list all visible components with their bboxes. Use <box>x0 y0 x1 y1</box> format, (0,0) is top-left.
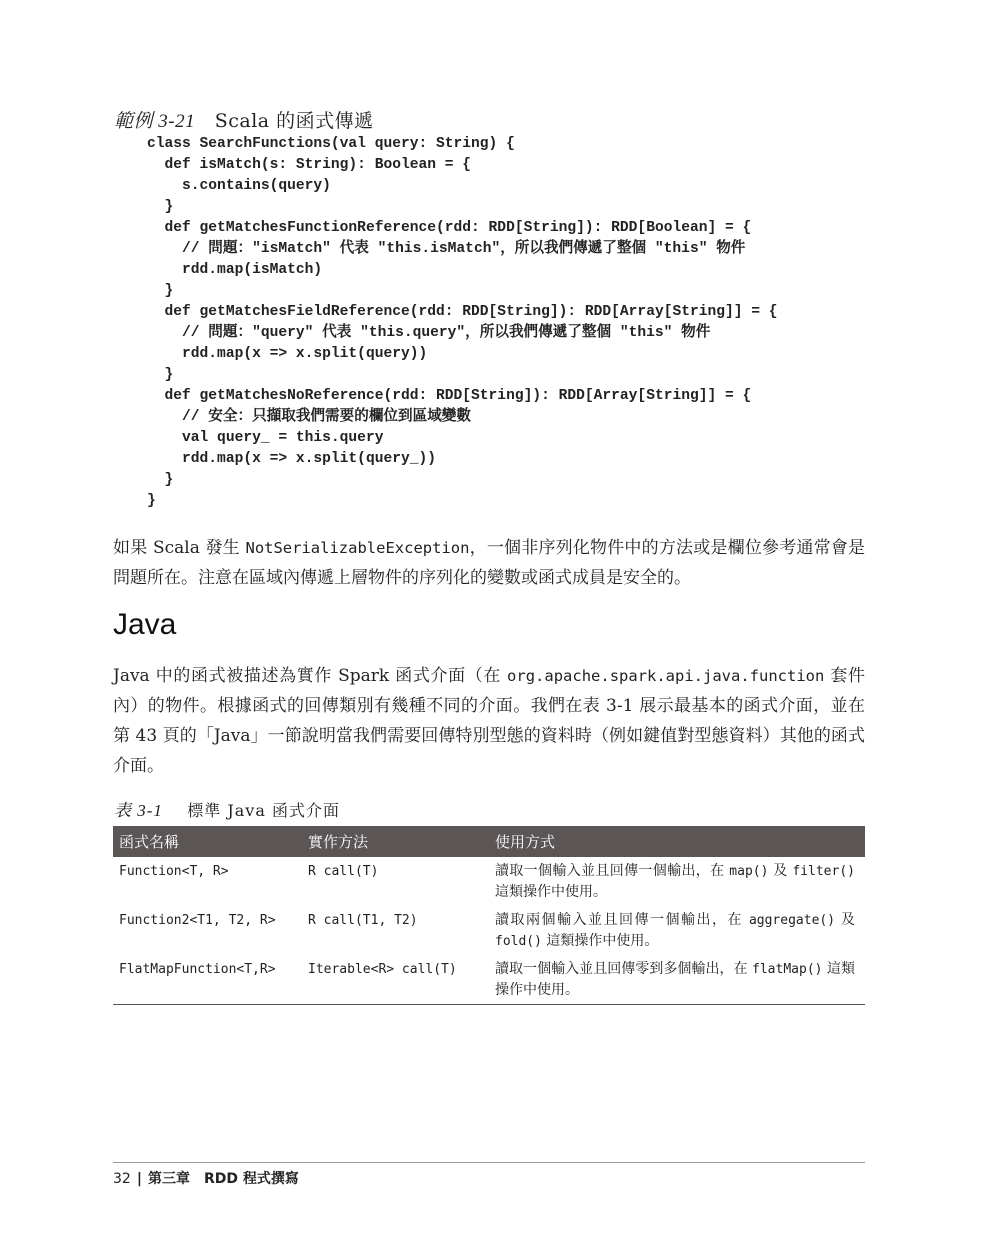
column-header: 函式名稱 <box>113 826 302 857</box>
usage-text: 讀取一個輸入並且回傳零到多個輸出，在 <box>495 961 753 977</box>
example-number: 範例 3-21 <box>114 111 196 132</box>
function-name-cell: Function2<T1, T2, R> <box>119 913 276 928</box>
method-cell: R call(T1, T2) <box>308 913 418 928</box>
usage-text: 讀取兩個輸入並且回傳一個輸出，在 <box>495 912 749 928</box>
usage-code: aggregate() <box>748 913 836 928</box>
paragraph-text: ，一個非序列化物件中的方法或是欄位參考通常會是問題所在。注意在區域內傳遞上層物件的序列化的變數或函式成員是安全的。 <box>113 538 866 588</box>
usage-cell <box>489 955 865 1005</box>
function-name-cell: Function<T, R> <box>119 864 229 879</box>
table-caption <box>114 796 340 821</box>
paragraph-java-intro <box>113 661 865 781</box>
code-line: def getMatchesFieldReference(rdd: RDD[String]): RDD[Array[String]] = { <box>147 304 778 320</box>
code-line: def isMatch(s: String): Boolean = { <box>147 157 472 173</box>
table-row <box>113 857 865 906</box>
inline-code: org.apache.spark.api.java.function <box>507 667 825 685</box>
usage-text: 及 <box>768 863 793 879</box>
function-interface-table <box>113 826 865 1005</box>
usage-text: 這類操作中使用。 <box>541 933 659 949</box>
section-heading: Java <box>113 608 177 641</box>
chapter-title: 第三章 RDD 程式撰寫 <box>147 1171 299 1187</box>
table-header-row <box>113 826 865 857</box>
code-line: } <box>147 283 174 299</box>
usage-cell <box>489 906 865 955</box>
paragraph-text: Java 中的函式被描述為實作 Spark 函式介面（在 <box>113 666 508 686</box>
code-line: } <box>147 199 174 215</box>
code-block <box>147 134 778 512</box>
footer-divider <box>113 1162 865 1163</box>
inline-code: NotSerializableException <box>245 539 470 557</box>
column-header: 使用方式 <box>489 826 865 857</box>
code-line: } <box>147 367 174 383</box>
code-line: rdd.map(x => x.split(query_)) <box>147 451 437 467</box>
table-title: 標準 Java 函式介面 <box>187 801 340 820</box>
usage-text: 這類操作中使用。 <box>495 884 607 900</box>
paragraph-text: 如果 Scala 發生 <box>113 538 246 558</box>
example-caption <box>114 106 374 133</box>
column-header: 實作方法 <box>302 826 489 857</box>
usage-text: 讀取一個輸入並且回傳一個輸出，在 <box>495 863 730 879</box>
paragraph-text: 套件內）的物件。根據函式的回傳類別有幾種不同的介面。我們在表 3-1 展示最基本的函式介面，並在第 43 頁的「Java」一節說明當我們需要回傳特別型態的資料時（例如鍵值對型態資料）其他的函式介面。 <box>113 666 865 776</box>
page-number: 32 <box>113 1171 131 1187</box>
code-line: val query_ = this.query <box>147 430 384 446</box>
code-line: def getMatchesFunctionReference(rdd: RDD[String]): RDD[Boolean] = { <box>147 220 752 236</box>
table-row <box>113 906 865 955</box>
function-name-cell: FlatMapFunction<T,R> <box>113 955 302 1005</box>
code-line: def getMatchesNoReference(rdd: RDD[String]): RDD[Array[String]] = { <box>147 388 752 404</box>
usage-text: 及 <box>835 912 855 928</box>
usage-code: fold() <box>495 934 542 949</box>
code-line: rdd.map(isMatch) <box>147 262 323 278</box>
footer-separator: | <box>136 1171 142 1187</box>
code-line: // 問題："isMatch" 代表 "this.isMatch"，所以我們傳遞了整個 "this" 物件 <box>147 241 746 257</box>
table-number: 表 3-1 <box>114 801 163 820</box>
code-line: // 安全：只擷取我們需要的欄位到區域變數 <box>147 409 471 425</box>
code-line: class SearchFunctions(val query: String) { <box>147 136 515 152</box>
code-line: s.contains(query) <box>147 178 331 194</box>
usage-code: filter() <box>792 864 855 879</box>
usage-text: 這類操作中使用。 <box>495 961 855 998</box>
paragraph-scala-note <box>113 533 865 593</box>
page-footer <box>113 1168 299 1188</box>
usage-code: flatMap() <box>752 962 823 977</box>
usage-code: map() <box>729 864 769 879</box>
code-line: rdd.map(x => x.split(query)) <box>147 346 428 362</box>
method-cell: R call(T) <box>308 864 379 879</box>
example-title: Scala 的函式傳遞 <box>214 110 374 132</box>
method-cell: Iterable<R> call(T) <box>302 955 489 1005</box>
usage-cell <box>489 857 865 906</box>
code-line: } <box>147 493 156 509</box>
code-line: } <box>147 472 174 488</box>
table-row <box>113 955 865 1005</box>
code-line: // 問題："query" 代表 "this.query"，所以我們傳遞了整個 "this" 物件 <box>147 325 711 341</box>
